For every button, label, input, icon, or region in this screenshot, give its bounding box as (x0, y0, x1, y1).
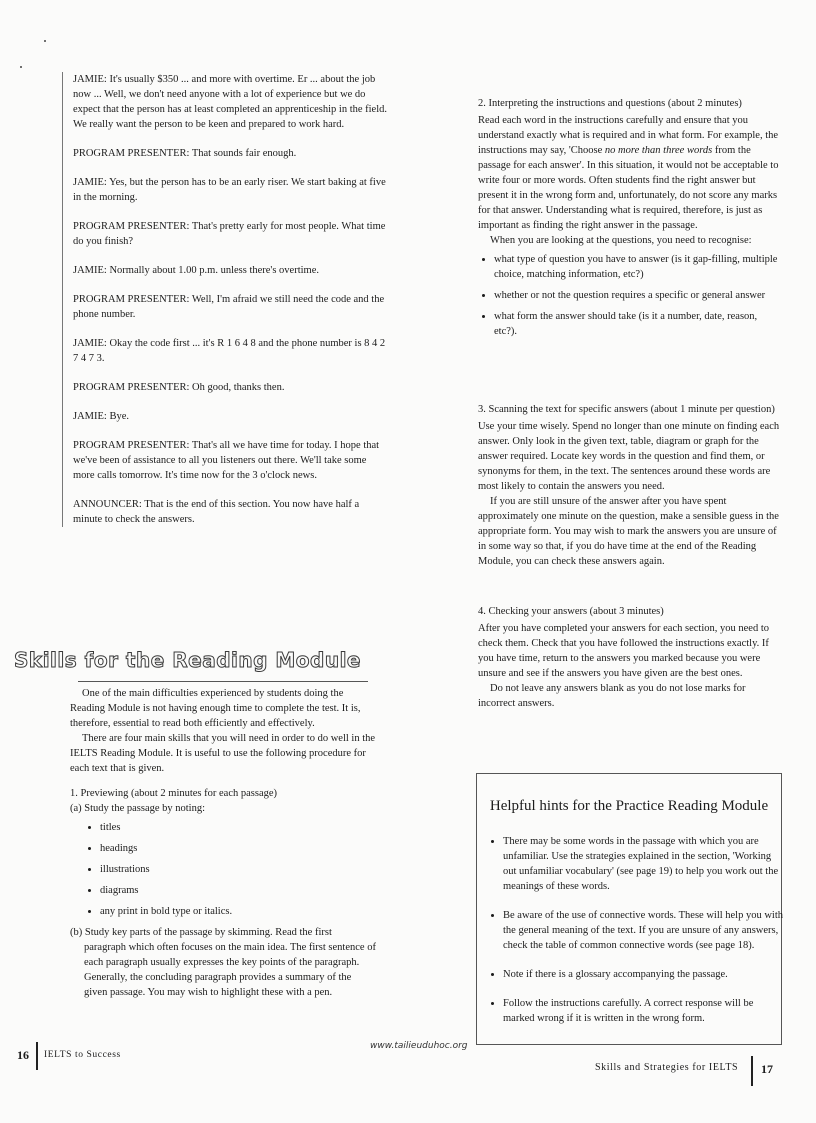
step2-block (478, 96, 782, 345)
step4-heading: 4. Checking your answers (about 3 minutes) (478, 606, 664, 617)
list-item: • headings (100, 841, 376, 856)
step3-heading: 3. Scanning the text for specific answers (about 1 minute per question) (478, 404, 775, 415)
dialogue-line: PROGRAM PRESENTER: Well, I'm afraid we still need the code and the phone number. (73, 294, 385, 320)
book-subtitle-footer: Skills and Strategies for IELTS (595, 1062, 739, 1073)
reading-skills-body (70, 686, 376, 1000)
step4-paragraph: After you have completed your answers for each section, you need to check them. Check that you have followed the instructions exactly. If you have time, return to the answers you marked because you were unsure and see if the answers you have given are the best ones. (478, 623, 769, 679)
helpful-hints-box (476, 773, 782, 1045)
section-title: Skills for the Reading Module (14, 648, 361, 672)
footer-divider (751, 1056, 753, 1086)
step2-text-b: from the passage for each answer'. In this situation, it would not be acceptable to write four or more words. Often students find the right answer but present it in the wrong form and, unfortunately, do not score any marks for that answer. Understanding what is required, therefore, is just as important as finding the right answer in the passage. (478, 145, 779, 231)
footer-divider (36, 1042, 38, 1070)
page-number-right: 17 (761, 1062, 773, 1076)
list-item: • illustrations (100, 862, 376, 877)
dialogue-line: PROGRAM PRESENTER: That sounds fair enough. (73, 148, 297, 159)
dialogue-line: JAMIE: Normally about 1.00 p.m. unless there's overtime. (73, 265, 319, 276)
step1-sub-a: (a) Study the passage by noting: (70, 803, 206, 814)
list-item: • titles (100, 820, 376, 835)
right-column (478, 96, 782, 756)
scan-speck (20, 66, 22, 68)
dialogue-line: JAMIE: Bye. (73, 411, 129, 422)
step1-sub-b: (b) Study key parts of the passage by skimming. Read the first paragraph which often focuses on the main idea. The first sentence of each paragraph usually expresses the key points of the paragraph. Generally, the concluding paragraph provides a summary of the given passage. You may wish to highlight these with a pen. (70, 927, 376, 998)
dialogue-line: JAMIE: Okay the code first ... it's R 1 6 4 8 and the phone number is 8 4 2 7 4 7 3. (73, 338, 386, 364)
intro-paragraph: There are four main skills that you will need in order to do well in the IELTS Reading Module. It is useful to use the following procedure for each text that is given. (70, 733, 376, 774)
step1-heading: 1. Previewing (about 2 minutes for each passage) (70, 788, 278, 799)
page-number-left: 16 (17, 1048, 29, 1062)
dialogue-line: PROGRAM PRESENTER: Oh good, thanks then. (73, 382, 285, 393)
hint-item: • Note if there is a glossary accompanying the passage. (503, 967, 785, 982)
list-item: • any print in bold type or italics. (100, 904, 376, 919)
step2-text-a: Read each word in the instructions carefully and ensure that you understand exactly what is required and in what form. For example, the instructions may say, 'Choose (478, 115, 779, 156)
step3-paragraph: If you are still unsure of the answer after you have spent approximately one minute on the question, make a sensible guess in the appropriate form. You may wish to mark the answers you are unsure of in some way so that, if you do have time at the end of the Reading Module, you can check these answers again. (478, 496, 779, 567)
list-item: • what type of question you have to answer (is it gap-filling, multiple choice, matching information, etc?) (494, 252, 782, 282)
title-rule (78, 681, 368, 682)
step2-paragraph (478, 113, 782, 233)
step4-block (478, 604, 782, 711)
watermark-url: www.tailieuduhoc.org (370, 1041, 468, 1051)
step3-paragraph: Use your time wisely. Spend no longer than one minute on finding each answer. Only look in the given text, table, diagram or graph for the answer required. Locate key words in the question and find them, or synonyms for them, in the text. The sentences around these words are most likely to contain the answers you need. (478, 421, 780, 492)
hint-item: • There may be some words in the passage with which you are unfamiliar. Use the strategies explained in the section, 'Working out unfamiliar vocabulary' (see page 19) to help you work out the meanings of these words. (503, 834, 785, 894)
list-item: • what form the answer should take (is it a number, date, reason, etc?). (494, 309, 782, 339)
list-item: • diagrams (100, 883, 376, 898)
hint-item: • Follow the instructions carefully. A correct response will be marked wrong if it is written in the wrong form. (503, 996, 785, 1026)
intro-paragraph: One of the main difficulties experienced by students doing the Reading Module is not having enough time to complete the test. It is, therefore, essential to read both efficiently and effectively. (70, 688, 361, 729)
preview-list (70, 820, 376, 919)
hints-title: Helpful hints for the Practice Reading Module (489, 798, 769, 814)
step2-text-emphasis: no more than three words (604, 145, 713, 156)
hint-item: • Be aware of the use of connective words. These will help you with the general meaning of the text. If you are unsure of any answers, check the table of common connective words (see page 18). (503, 908, 785, 953)
scan-speck (44, 40, 46, 42)
section-heading (14, 648, 374, 672)
dialogue-transcript (62, 72, 387, 527)
dialogue-line: PROGRAM PRESENTER: That's all we have time for today. I hope that we've been of assistance to all you listeners out there. We'll take some more calls tomorrow. It's time now for the 3 o'clock news. (73, 440, 380, 481)
question-checklist (478, 252, 782, 339)
list-item: • whether or not the question requires a specific or general answer (494, 288, 782, 303)
hints-list (489, 834, 785, 1040)
step2-paragraph: When you are looking at the questions, you need to recognise: (490, 235, 752, 246)
step2-heading: 2. Interpreting the instructions and questions (about 2 minutes) (478, 98, 742, 109)
step4-paragraph: Do not leave any answers blank as you do not lose marks for incorrect answers. (478, 683, 746, 709)
book-title-footer: IELTS to Success (44, 1050, 121, 1060)
dialogue-line: PROGRAM PRESENTER: That's pretty early for most people. What time do you finish? (73, 221, 386, 247)
dialogue-line: JAMIE: It's usually $350 ... and more with overtime. Er ... about the job now ... Well, we don't need anyone with a lot of experience but we do expect that the person has at least completed an apprenticeship in the field. We really want the person to be keen and prepared to work hard. (73, 74, 388, 130)
dialogue-line: JAMIE: Yes, but the person has to be an early riser. We start baking at five in the morning. (73, 177, 386, 203)
step3-block (478, 402, 782, 569)
dialogue-line: ANNOUNCER: That is the end of this section. You now have half a minute to check the answers. (73, 499, 360, 525)
